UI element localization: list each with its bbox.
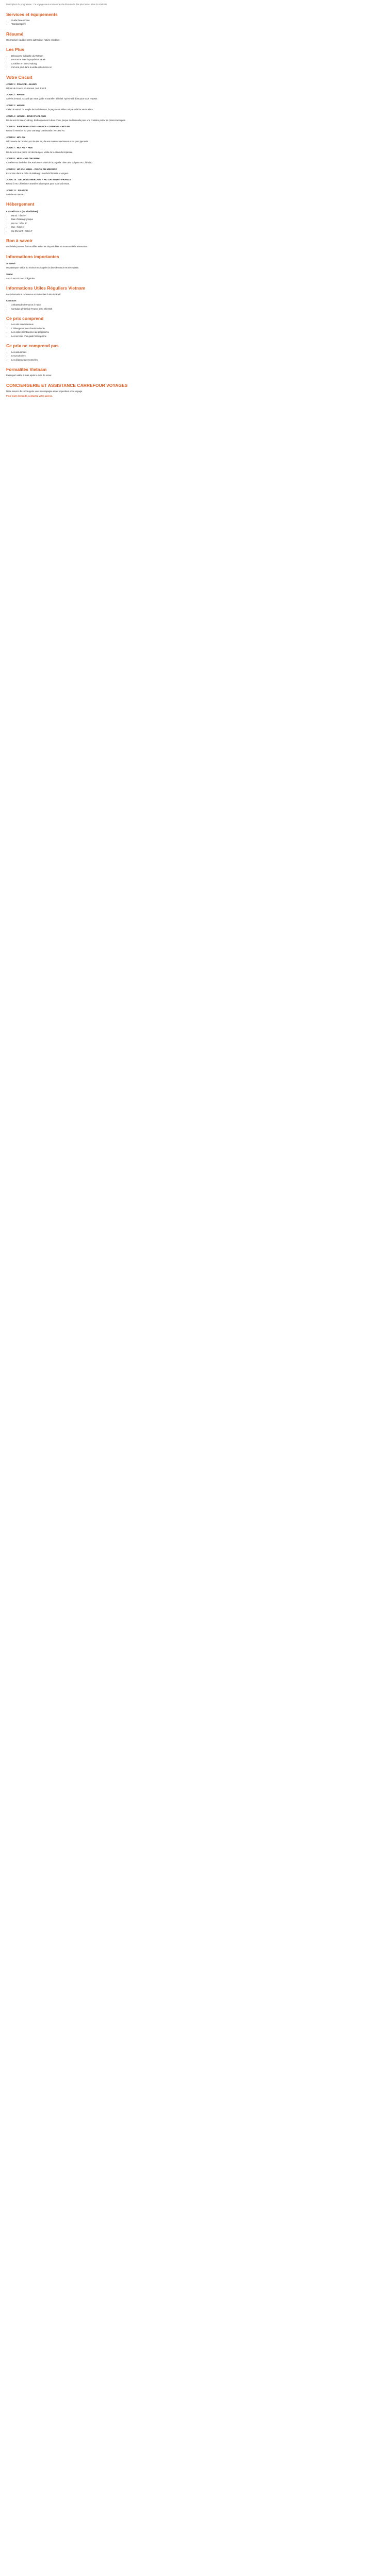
utiles-text: Les informations ci-dessous sont données à titre indicatif.: [6, 293, 61, 296]
day-list: [6, 82, 372, 197]
day-title: JOUR 10 : DELTA DU MEKONG – HO CHI MINH – FRANCE: [6, 178, 71, 181]
info-text: Aucun vaccin n'est obligatoire.: [6, 277, 36, 280]
list-item: • Guide francophone: [11, 19, 372, 23]
plus-title: Les Plus: [6, 47, 24, 53]
info-title: Santé: [6, 273, 13, 276]
circuit-title: Votre Circuit: [6, 74, 32, 80]
day-title: JOUR 5 : BAIE D'HALONG – HANOI – DANANG – HOI AN: [6, 125, 70, 128]
day-text: Route vers Hue par le col des Nuages. Visite de la citadelle impériale.: [6, 150, 73, 154]
list-item: • Circuit à pied dans la vieille ville de Hoi An: [11, 66, 372, 70]
list-item: • Croisière en baie d'Halong: [11, 62, 372, 66]
day-text: Retour à Hanoi et vol pour Danang. Continuation vers Hoi An.: [6, 129, 66, 132]
list-item: • Baie d'Halong : jonque: [11, 218, 372, 222]
formalites-text: Passeport valide 6 mois après la date de retour.: [6, 374, 52, 377]
list-item: • Hue : hôtel 4*: [11, 226, 372, 229]
intro-text: Description du programme : Ce voyage vous emmènera à la découverte des plus beaux sites du Vietnam.: [6, 3, 108, 6]
inclus-title: Ce prix comprend: [6, 316, 44, 321]
services-title: Services et équipements: [6, 11, 58, 17]
formalites-title: Formalités Vietnam: [6, 367, 47, 372]
resume-text: Un itinéraire équilibré entre patrimoine, nature et culture.: [6, 38, 60, 41]
day-text: Arrivée en France.: [6, 193, 24, 196]
list-item: • Les dépenses personnelles: [11, 359, 372, 362]
day-title: JOUR 8 : HUE – HO CHI MINH: [6, 157, 40, 160]
infos-title: Informations importantes: [6, 253, 59, 259]
list-item: • Les vols internationaux: [11, 323, 372, 327]
list-item: • Rencontre avec la population locale: [11, 58, 372, 62]
bon-text: Les hôtels peuvent être modifiés selon les disponibilités au moment de la réservation.: [6, 245, 88, 248]
list-item: • Consulat général de France à Ho Chi Minh: [11, 308, 372, 311]
list-item: • Ho Chi Minh : hôtel 4*: [11, 230, 372, 233]
info-text: Un passeport valide au moins 6 mois après la date de retour est nécessaire.: [6, 266, 79, 269]
hebergement-list: [6, 214, 372, 233]
day-title: JOUR 4 : HANOI – BAIE D'HALONG: [6, 114, 46, 117]
resume-title: Résumé: [6, 31, 24, 37]
conciergerie-footer: Pour toute demande, contactez votre agence.: [6, 395, 53, 398]
noninclus-title: Ce prix ne comprend pas: [6, 343, 59, 349]
conciergerie-title: CONCIERGERIE ET ASSISTANCE CARREFOUR VOYAGES: [6, 382, 128, 388]
day-text: Départ de France pour Hanoi. Nuit à bord.: [6, 87, 47, 90]
list-item: • L'hébergement en chambre double: [11, 327, 372, 331]
day-title: JOUR 1 : FRANCE – HANOI: [6, 82, 37, 86]
utiles-title: Informations Utiles Réguliers Vietnam: [6, 285, 86, 291]
list-item: • Les services d'un guide francophone: [11, 335, 372, 338]
list-item: • Les pourboires: [11, 354, 372, 358]
day-title: JOUR 3 : HANOI: [6, 104, 25, 107]
list-item: • Ambassade de France à Hanoi: [11, 303, 372, 307]
day-title: JOUR 11 : FRANCE: [6, 189, 28, 192]
day-text: Excursion dans le delta du Mékong : marchés flottants et vergers.: [6, 172, 69, 175]
plus-list: [6, 55, 372, 70]
bon-title: Bon à savoir: [6, 238, 33, 244]
day-text: Découverte de l'ancien port de Hoi An, de ses maisons anciennes et du pont japonais.: [6, 140, 89, 143]
list-item: • Les assurances: [11, 351, 372, 354]
day-title: JOUR 2 : HANOI: [6, 93, 25, 96]
day-text: Retour à Ho Chi Minh et transfert à l'aéroport pour votre vol retour.: [6, 182, 70, 185]
list-item: • Hoi An : hôtel 4*: [11, 222, 372, 226]
day-text: Croisière sur la rivière des Parfums et visite de la pagode Thien Mu. Vol pour Ho Chi Minh.: [6, 161, 93, 164]
noninclus-list: [6, 351, 372, 362]
day-title: JOUR 6 : HOI AN: [6, 135, 25, 139]
contacts-list: [6, 303, 372, 311]
list-item: • Les visites mentionnées au programme: [11, 331, 372, 334]
list-item: • Découverte culturelle du Vietnam: [11, 55, 372, 58]
info-title: À savoir: [6, 262, 16, 265]
day-text: Route vers la baie d'Halong. Embarquement à bord d'une jonque traditionnelle pour une croisière parmi les pitons karstiques.: [6, 118, 126, 122]
document: [0, 0, 379, 410]
services-list: [6, 19, 372, 26]
conciergerie-text: Notre service de conciergerie vous accompagne avant et pendant votre voyage.: [6, 389, 83, 393]
day-title: JOUR 7 : HOI AN – HUE: [6, 146, 33, 149]
list-item: • Transport privé: [11, 23, 372, 26]
hebergement-subtitle: LES HÔTELS (ou similaires): [6, 210, 38, 213]
day-title: JOUR 9 : HO CHI MINH – DELTA DU MEKONG: [6, 167, 58, 171]
hebergement-title: Hébergement: [6, 201, 35, 207]
day-text: Arrivée à Hanoi. Accueil par votre guide et transfert à l'hôtel. Après-midi libre pour vous reposer.: [6, 97, 98, 100]
day-text: Visite de Hanoi : le temple de la Littérature, la pagode au Pilier Unique et le lac Hoan Kiem.: [6, 108, 93, 111]
list-item: • Hanoi : hôtel 4*: [11, 214, 372, 218]
contacts-title: Contacts: [6, 299, 17, 302]
inclus-list: [6, 323, 372, 338]
